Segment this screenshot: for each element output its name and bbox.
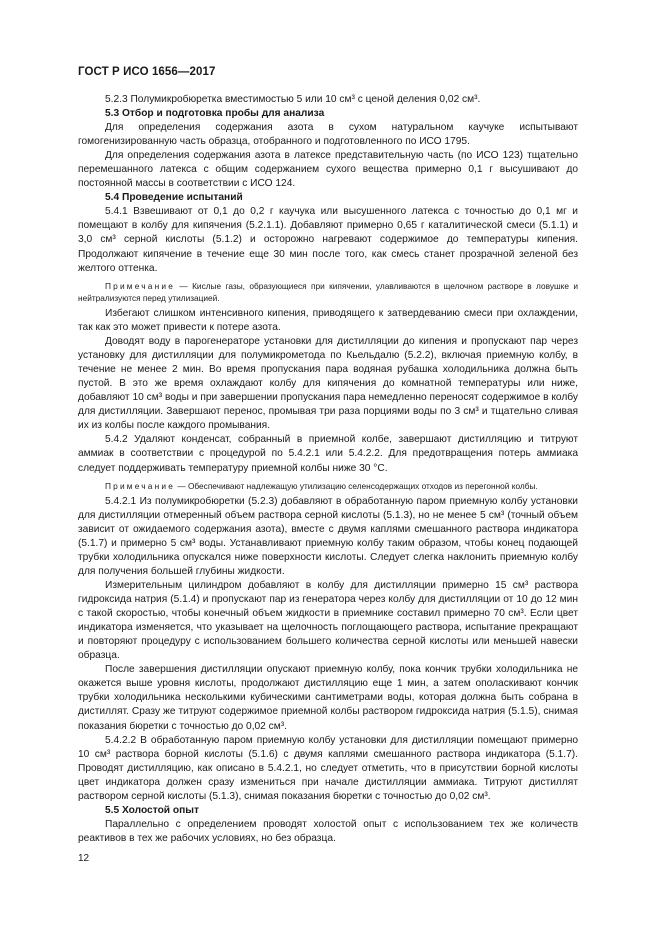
section-heading-5-4: 5.4 Проведение испытаний [105,192,243,204]
page-header: ГОСТ Р ИСО 1656—2017 [78,66,216,78]
paragraph: После завершения дистилляции опускают приемную колбу, пока кончик трубки холодильника не окажется выше уровня кислоты, продолжают дистилляцию еще 1 мин, а затем ополаскивают кончик трубки холодильника несколькими кубическими сантиметрами воды, которая должна быть собрана в дистиллят. Сразу же титруют содержимое приемной колбы раствором гидроксида натрия (5.1.5), снимая показания бюретки с точностью до 0,02 см³. [78,664,578,732]
section-heading-5-3: 5.3 Отбор и подготовка пробы для анализа [105,108,325,120]
page-number: 12 [78,853,90,864]
note-text: — Кислые газы, образующиеся при кипячении, улавливаются в щелочном растворе в ловушке и нейтрализуются перед утилизацией. [78,280,578,303]
paragraph-5-4-1: 5.4.1 Взвешивают от 0,1 до 0,2 г каучука или высушенного латекса с точностью до 0,1 мг и помещают в колбу для кипячения (5.2.1.1). Добавляют примерно 0,65 г каталитической смеси (5.1.1) и 3,0 см³ серной кислоты (5.1.2) и осторожно нагревают содержимое до температуры кипения. Продолжают кипячение в течение еще 30 мин после того, как смесь станет прозрачной зеленой без желтого оттенка. [78,206,578,274]
note-1 [78,280,578,304]
paragraph-5-4-2-1: 5.4.2.1 Из полумикробюретки (5.2.3) добавляют в обработанную паром приемную колбу установки для дистилляции отмеренный объем раствора серной кислоты (5.1.3), но не менее 5 см³ (точный объем зависит от ожидаемого содержания азота), вместе с двумя каплями смешанного раствора индикатора (5.1.7) и примерно 5 см³ воды. Устанавливают приемную колбу таким образом, чтобы конец подающей трубки холодильника опускался ниже поверхности кислоты. Следует слегка наклонить приемную колбу для получения большей глубины жидкости. [78,495,578,578]
section-heading-5-5: 5.5 Холостой опыт [105,804,199,816]
paragraph: Параллельно с определением проводят холостой опыт с использованием тех же количеств реактивов в тех же рабочих условиях, но без образца. [78,818,578,844]
document-body [78,93,578,846]
paragraph-5-4-2-2: 5.4.2.2 В обработанную паром приемную колбу установки для дистилляции помещают примерно 10 см³ раствора борной кислоты (5.1.6) с двумя каплями смешанного раствора индикатора (5.1.7). Проводят дистилляцию, как описано в 5.4.2.1, но следует отметить, что в присутствии борной кислоты цвет индикатора должен сразу измениться при начале дистилляции аммиака. Титруют дистиллят раствором серной кислоты (5.1.3), снимая показания бюретки с точностью до 0,02 см³. [78,734,578,802]
note-2 [78,480,578,492]
note-label: Примечание [105,480,176,491]
note-text: — Обеспечивают надлежащую утилизацию селенсодержащих отходов из перегонной колбы. [175,480,538,491]
paragraph-5-4-2: 5.4.2 Удаляют конденсат, собранный в приемной колбе, завершают дистилляцию и титруют аммиак в соответствии с процедурой по 5.4.2.1 или 5.4.2.2. Для предотвращения потерь аммиака следует поддерживать температуру приемной колбы ниже 30 °С. [78,434,578,474]
paragraph: Избегают слишком интенсивного кипения, приводящего к затвердеванию смеси при охлаждении, так как это может привести к потере азота. [78,308,578,334]
note-label: Примечание [105,280,176,291]
paragraph: Для определения содержания азота в латексе представительную часть (по ИСО 123) тщательно перемешанного латекса с общим содержанием сухого вещества примерно 0,1 г высушивают до постоянной массы в соответствии с ИСО 124. [78,150,578,190]
paragraph: Для определения содержания азота в сухом натуральном каучуке испытывают гомогенизированную часть образца, отобранного и подготовленного по ИСО 1795. [78,122,578,148]
paragraph: Доводят воду в парогенераторе установки для дистилляции до кипения и пропускают пар через установку для дистилляции для полумикрометода по Кьельдалю (5.2.2), включая приемную колбу, в течение не менее 2 мин. Во время пропускания пара водяная рубашка холодильника должна быть пустой. В это же время охлаждают колбу для кипячения до комнатной температуры или ниже, добавляют 10 см³ воды и при завершении пропускания пара немедленно переносят содержимое в колбу для дистилляции. Завершают перенос, промывая три раза порциями воды по 3 см³ и тщательно сливая их из колбы после каждого промывания. [78,336,578,432]
paragraph-5-2-3: 5.2.3 Полумикробюретка вместимостью 5 или 10 см³ с ценой деления 0,02 см³. [105,94,481,105]
paragraph: Измерительным цилиндром добавляют в колбу для дистилляции примерно 15 см³ раствора гидроксида натрия (5.1.4) и пропускают пар из генератора через колбу для дистилляции от 10 до 12 мин с такой скоростью, чтобы конечный объем жидкости в приемнике составил примерно 70 см³. Если цвет индикатора изменяется, что указывает на щелочность поглощающего раствора, испытание прекращают и повторяют процедуру с использованием большего количества серной кислоты или меньшей навески образца. [78,580,578,662]
